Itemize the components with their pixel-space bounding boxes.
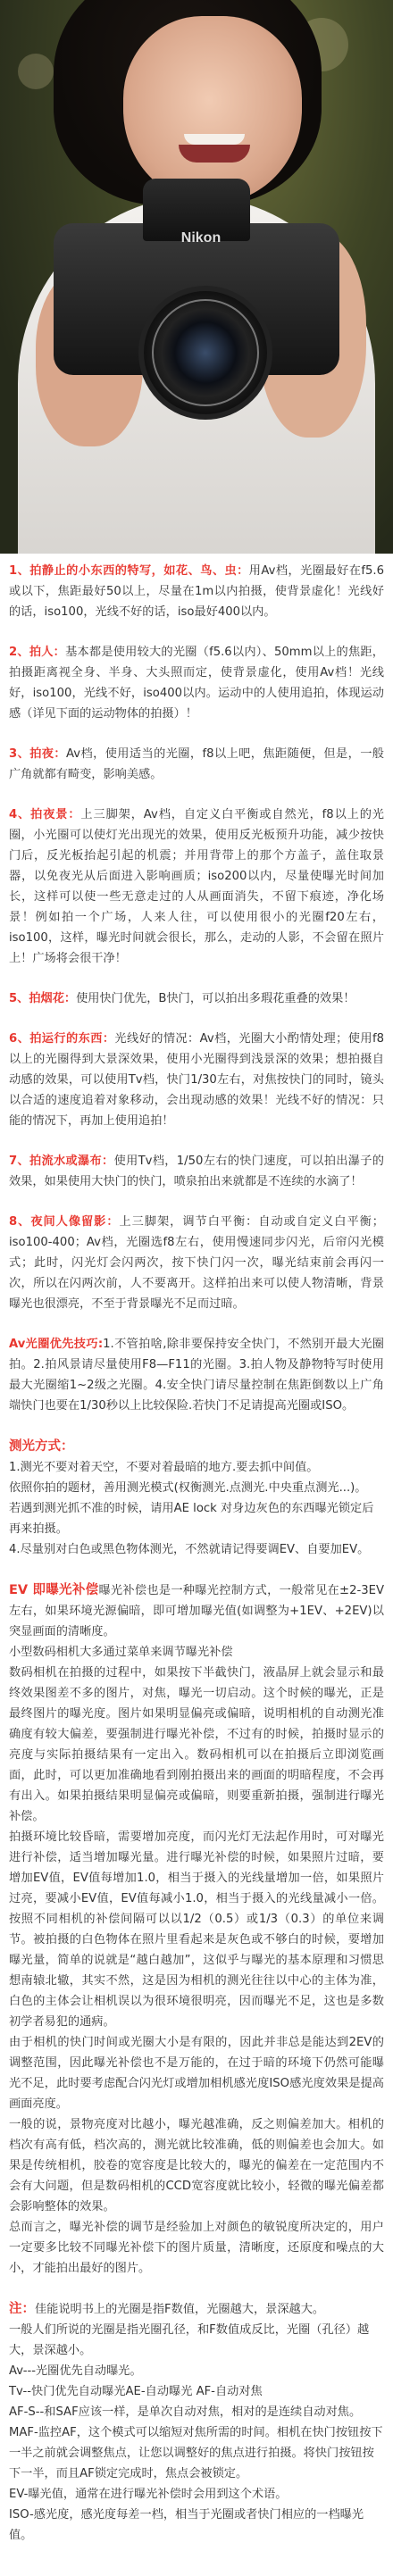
metering-line: 若遇到测光抓不准的时候，请用AE lock 对身边灰色的东西曝光锁定后再来拍摄。 — [9, 1502, 374, 1536]
tip-body: Av档，使用适当的光圈，f8以上吧，焦距随便，但是，一般广角就都有畸变，影响美感。 — [9, 747, 384, 781]
mouth — [179, 145, 250, 163]
notes-title: 注： — [9, 2302, 35, 2316]
lens-ring — [152, 299, 259, 406]
notes-intro-text: 佳能说明书上的光圈是指F数值，光圈越大，景深越大。 — [35, 2303, 325, 2316]
hero-photo — [0, 0, 393, 554]
ev-intro-text: 曝光补偿也是一种曝光控制方式，一般常见在±2-3EV左右，如果环境光源偏暗，即可增加曝光值(如调整为+1EV、+2EV)以突显画面的清晰度。 — [9, 1584, 384, 1638]
ev-title: EV 即曝光补偿 — [9, 1583, 99, 1597]
notes-line: Tv--快门优先自动曝光AE-自动曝光 AF-自动对焦 — [9, 2385, 263, 2398]
av-tips-body: 1.不管拍啥,除非要保持安全快门，不然别开最大光圈拍。2.拍风景请尽量使用F8—F11的光圈。3.拍人物及静物特写时使用最大光圈缩1~2级之光圈。4.安全快门请尽量控制在焦距倒数以上广角端快门也要在1/30秒以上比较保险.若快门不足请提高光圈或ISO。 — [9, 1338, 384, 1413]
tip-body: 上三脚架，Av档，自定义白平衡或自然光，f8以上的光圈，小光圈可以使灯光出现光的效果，使用反光板预升功能，减少按快门后，反光板抬起引起的机震；并用背带上的那个方盖子，盖住取景器，以免夜光从后面进入影响画质；iso200以内，尽量使曝光时间加长，这样可以使一些无意走过的人从画面消失，不留下痕迹，净化场景！例如拍一个广场，人来人往，可以使用很小的光圈f20左右，iso100，这样，曝光时间就会很长，那么，走动的人影，不会留在照片上！广场将会很干净！ — [9, 808, 384, 965]
tip-title: 5、拍烟花： — [9, 992, 77, 1005]
tip-item — [9, 1151, 384, 1192]
ev-paragraph: 由于相机的快门时间或光圈大小是有限的，因此并非总是能达到2EV的调整范围，因此曝光补偿也不是万能的，在过于暗的环境下仍然可能曝光不足，此时要考虑配合闪光灯或增加相机感光度ISO感光度效果是提高画面亮度。 — [9, 2036, 384, 2111]
camera-brand: Nikon — [180, 230, 222, 246]
tip-body: 基本都是使用较大的光圈（f5.6以内）、50mm以上的焦距，拍摄距离视全身、半身、大头照而定，使背景虚化，使用Av档！光线好，iso100，光线不好，iso400以内。运动中的人使用追拍，体现运动感（详见下面的运动物体的拍摄）！ — [9, 646, 384, 721]
metering-line: 4.尽量别对白色或黑色物体测光，不然就请记得要调EV、自要加EV。 — [9, 1543, 370, 1556]
tip-title: 4、拍夜景： — [9, 808, 81, 821]
metering-line: 依照你拍的题材，善用测光模式(权衡测光.点测光.中央重点测光...)。 — [9, 1481, 367, 1495]
notes-line: EV-曝光值，通常在进行曝光补偿时会用到这个术语。 — [9, 2488, 288, 2501]
tip-item — [9, 1212, 384, 1314]
ev-paragraph: 一般的说，景物亮度对比越小，曝光越准确，反之则偏差加大。相机的档次有高有低，档次高的，测光就比较准确，低的则偏差也会加大。如果是传统相机，胶卷的宽容度是比较大的，曝光的偏差在一定范围内不会有大问题，但是数码相机的CCD宽容度就比较小，轻微的曝光偏差都会影响整体的效果。 — [9, 2118, 384, 2213]
article-body — [0, 554, 393, 2576]
notes-line: MAF-监控AF，这个模式可以缩短对焦所需的时间。相机在快门按钮按下一半之前就会调整焦点，让您以调整好的焦点进行拍摄。将快门按钮按下一半，而且AF锁定完成时，焦点会被锁定。 — [9, 2426, 383, 2480]
metering-section — [9, 1436, 384, 1560]
face — [123, 16, 302, 204]
av-tips-title: Av光圈优先技巧: — [9, 1338, 104, 1351]
ev-paragraph: 小型数码相机大多通过菜单来调节曝光补偿 — [9, 1646, 233, 1659]
teeth — [184, 134, 245, 145]
notes-line: ISO-感光度，感光度每差一档，相当于光圈或者快门相应的一档曝光值。 — [9, 2508, 364, 2542]
notes-line: AF-S--和SAF应该一样，是单次自动对焦，相对的是连续自动对焦。 — [9, 2405, 362, 2419]
ev-paragraph: 数码相机在拍摄的过程中，如果按下半截快门，液晶屏上就会显示和最终效果图差不多的图片，对焦，曝光一切启动。这个时候的曝光，正是最终图片的曝光度。图片如果明显偏亮或偏暗，说明相机的自动测光准确度有较大偏差，要强制进行曝光补偿，不过有的时候，拍摄时显示的亮度与实际拍摄结果有一定出入。数码相机可以在拍摄后立即浏览画面，此时，可以更加准确地看到刚拍摄出来的画面的明暗程度，不会再有出入。如果拍摄结果明显偏亮或偏暗，则要重新拍摄，强制进行曝光补偿。 — [9, 1666, 384, 1823]
notes-section — [9, 2298, 384, 2546]
tip-title: 3、拍夜： — [9, 747, 67, 761]
tip-item — [9, 642, 384, 724]
tip-title: 1、拍静止的小东西的特写，如花、鸟、虫： — [9, 564, 249, 578]
tip-title: 8、夜间人像留影： — [9, 1215, 120, 1229]
notes-line: Av---光圈优先自动曝光。 — [9, 2364, 142, 2378]
ev-section — [9, 1580, 384, 2279]
notes-intro — [9, 2298, 384, 2320]
tip-item — [9, 988, 384, 1009]
tip-item — [9, 1029, 384, 1131]
tip-body: 使用快门优先，B快门，可以拍出多瑕花重叠的效果！ — [76, 992, 355, 1005]
tip-title: 2、拍人： — [9, 646, 66, 659]
tip-item — [9, 744, 384, 785]
ev-paragraph: 总而言之，曝光补偿的调节是经验加上对颜色的敏锐度所决定的，用户一定要多比较不同曝光补偿下的图片质量，清晰度，还原度和噪点的大小，才能拍出最好的图片。 — [9, 2221, 384, 2275]
metering-line: 1.测光不要对着天空，不要对着最暗的地方.要去抓中间值。 — [9, 1461, 319, 1474]
ev-paragraph: 拍摄环境比较昏暗，需要增加亮度，而闪光灯无法起作用时，可对曝光进行补偿，适当增加曝光量。进行曝光补偿的时候，如果照片过暗，要增加EV值，EV值每增加1.0，相当于摄入的光线量增加一倍，如果照片过亮，要减小EV值，EV值每减小1.0，相当于摄入的光线量减小一倍。按照不同相机的补偿间隔可以以1/2（0.5）或1/3（0.3）的单位来调节。被拍摄的白色物体在照片里看起来是灰色或不够白的时候，要增加曝光量，简单的说就是“越白越加”，这似乎与曝光的基本原理和习惯思想南辕北辙，其实不然，这是因为相机的测光往往以中心的主体为准，白色的主体会让相机误以为很环境很明亮，因而曝光不足，这也是多数初学者易犯的通病。 — [9, 1830, 384, 2029]
notes-line: 一般人们所说的光圈是指光圈孔径，和F数值成反比，光圈（孔径）越大，景深越小。 — [9, 2323, 370, 2357]
tip-title: 6、拍运行的东西： — [9, 1032, 115, 1046]
av-tips — [9, 1334, 384, 1416]
tip-item — [9, 561, 384, 622]
ev-intro — [9, 1580, 384, 1642]
tip-body: 使用Tv档，1/50左右的快门速度，可以拍出瀑子的效果，如果使用大快门的快门，喷泉拍出来就都是不连续的水滴了！ — [9, 1155, 384, 1188]
camera-illustration — [54, 179, 357, 402]
tip-body: 上三脚架，调节白平衡：自动或自定义白平衡；iso100-400；Av档，光圈选f8左右，使用慢速同步闪光，后帘闪光模式；此时，闪光灯会闪两次，按下快门闪一次，曝光结束前会再闪一次，所以在闪两次前，人不要离开。这样拍出来可以使人物清晰，背景曝光也很漂亮，不至于背景曝光不足而过暗。 — [9, 1215, 384, 1311]
tip-body: 光线好的情况：Av档，光圈大小酌情处理；使用f8以上的光圈得到大景深效果，使用小光圈得到浅景深的效果；想拍摄自动感的效果，可以使用Tv档，快门1/30左右，对焦按快门的同时，镜头以合适的速度追着对象移动，会出现动感的效果！光线不好的情况：只能的情况下，再加上使用追拍！ — [9, 1032, 384, 1128]
tip-body: 用Av档，光圈最好在f5.6或以下，焦距最好50以上，尽量在1m以内拍摄，使背景虚化！光线好的话，iso100，光线不好的话，iso最好400以内。 — [9, 564, 384, 619]
tip-title: 7、拍流水或瀑布： — [9, 1155, 114, 1168]
tip-item — [9, 804, 384, 969]
metering-title: 测光方式： — [9, 1439, 74, 1454]
bokeh-light — [18, 54, 54, 89]
